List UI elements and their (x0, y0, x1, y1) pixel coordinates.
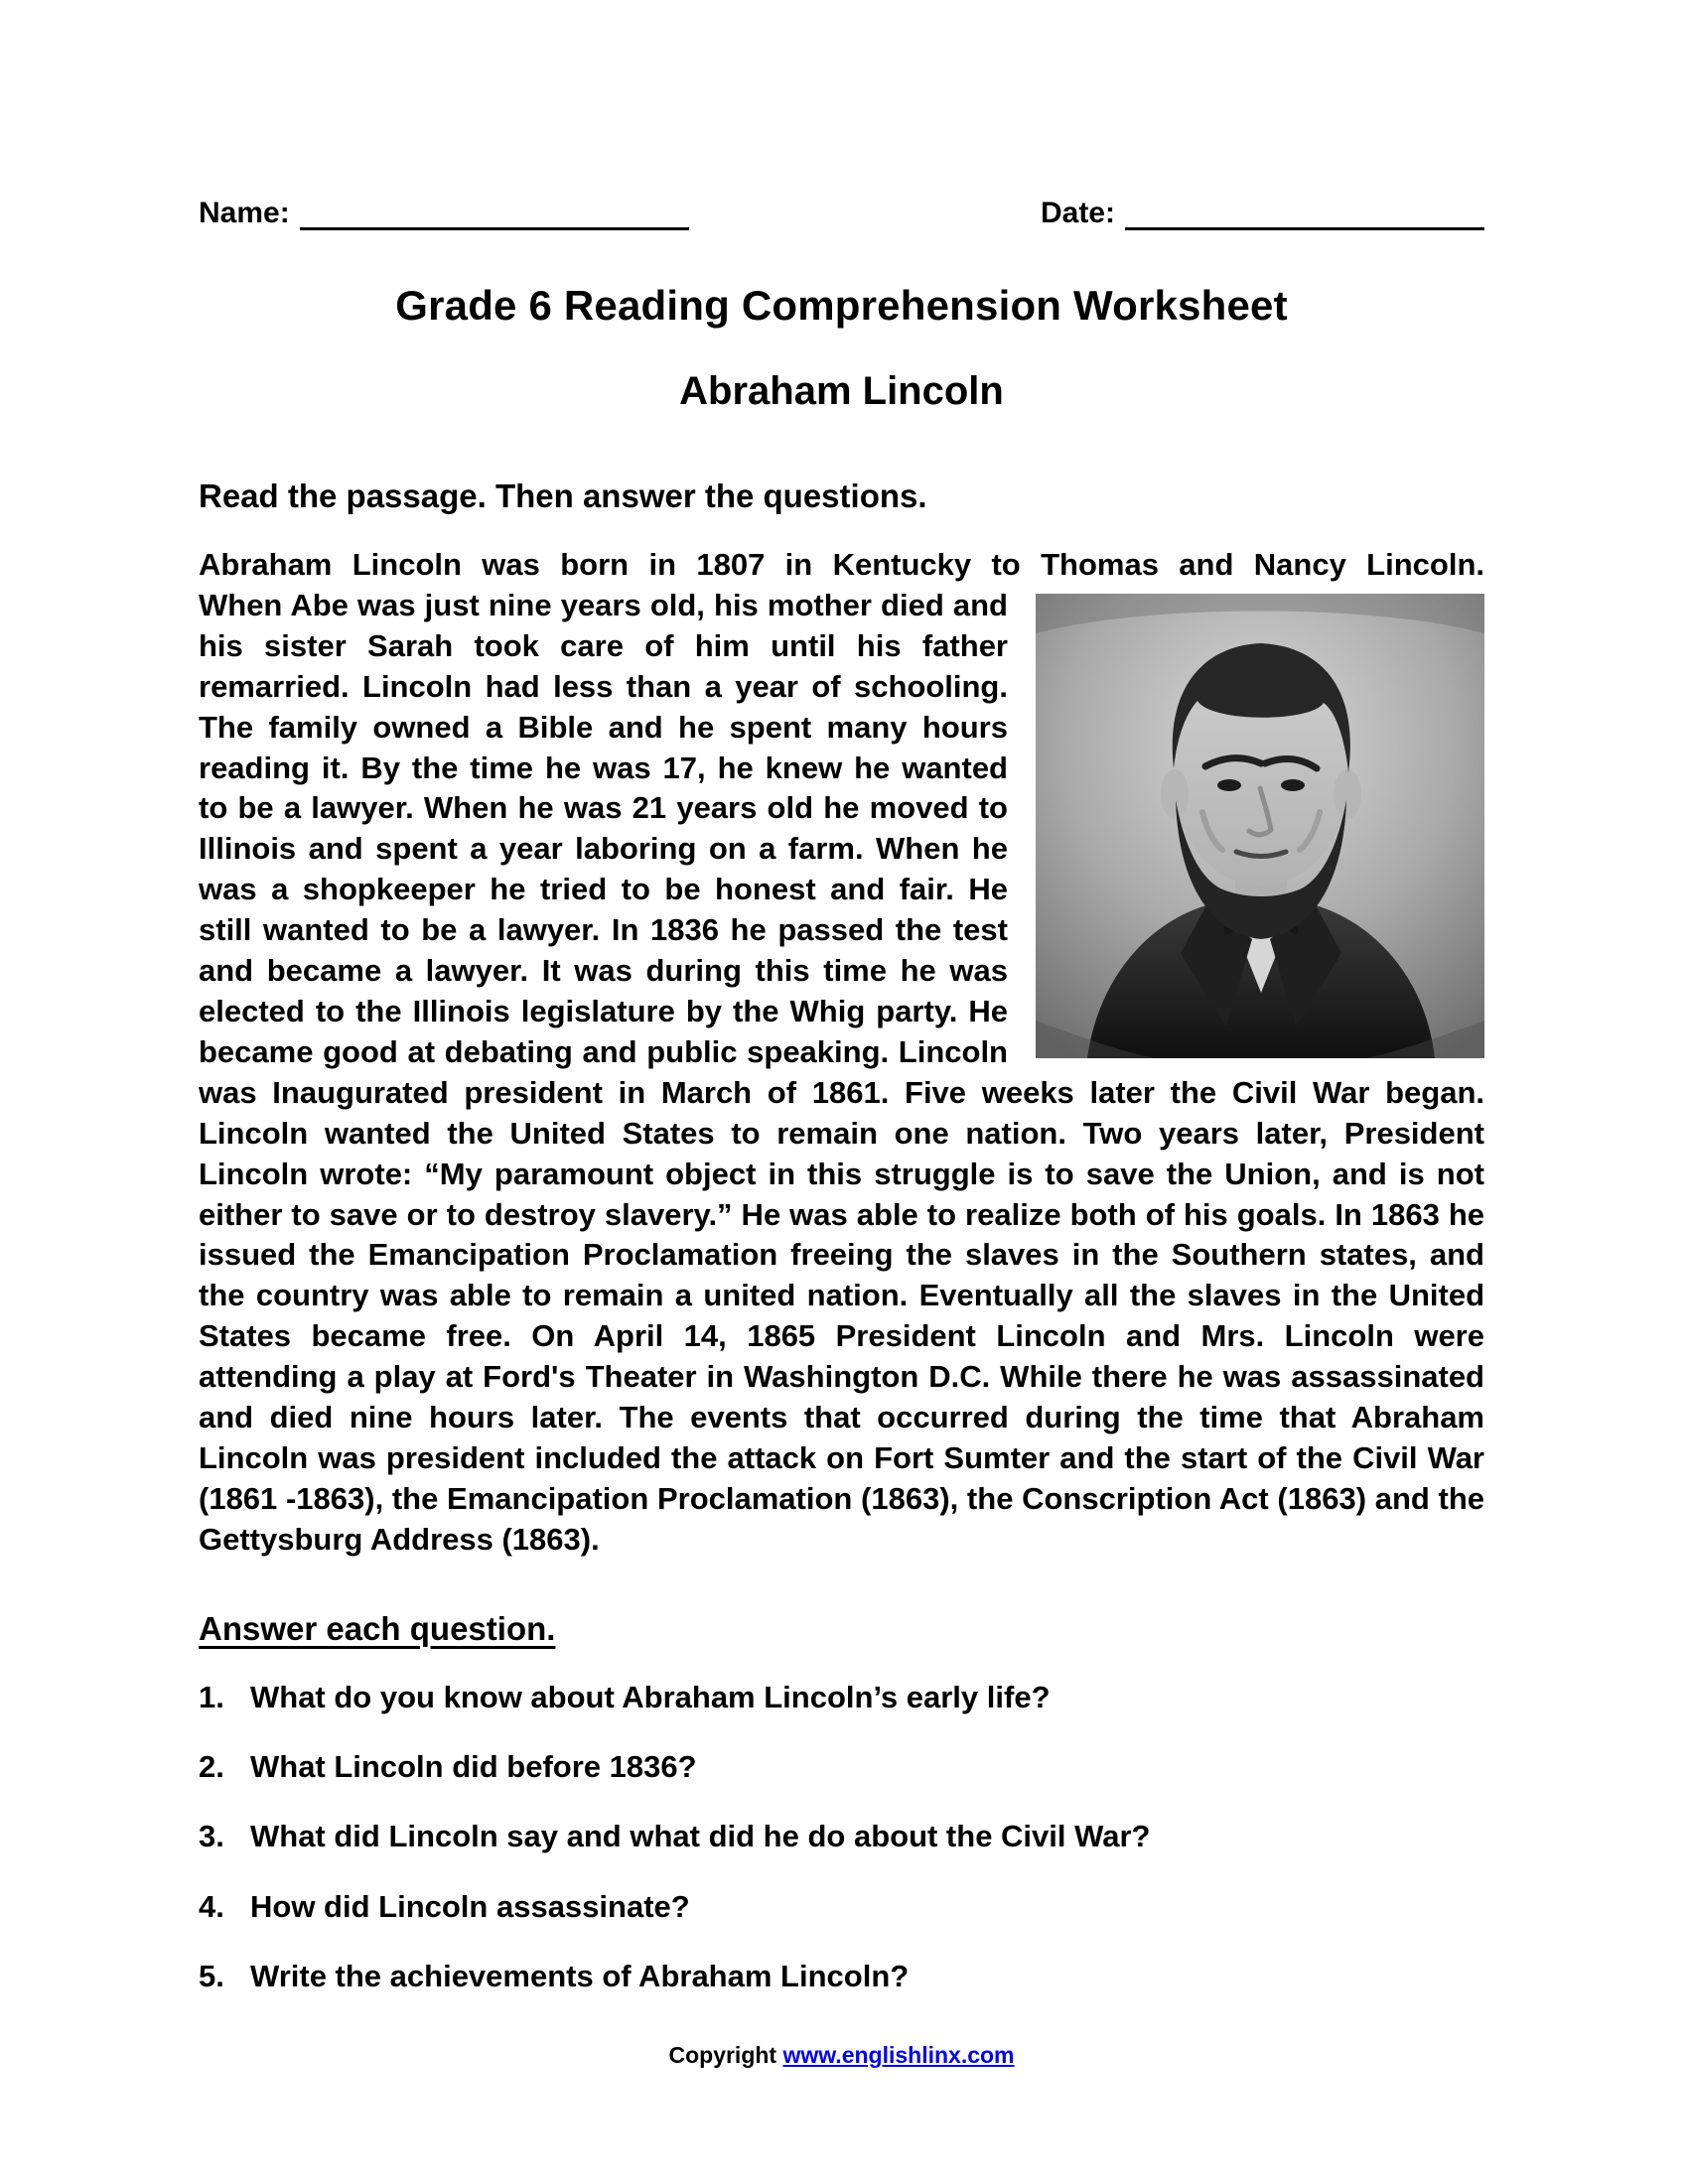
passage-body-text: When Abe was just nine years old, his mother died and his sister Sarah took care of him until his father remarried. Lincoln had less than a year of schooling. The family owned a Bible and he spent many hours reading it. By the time he was 17, he knew he wanted to be a lawyer. When he was 21 years old he moved to Illinois and spent a year laboring on a farm. When he was a shopkeeper he tried to be honest and fair. He still wanted to be a lawyer. In 1836 he passed the test and became a lawyer. It was during this time he was elected to the Illinois legislature by the Whig party. He became good at debating and public speaking. Lincoln was Inaugurated president in March of 1861. Five weeks later the Civil War began. Lincoln wanted the United States to remain one nation. Two years later, President Lincoln wrote: “My paramount object in this struggle is to save the Union, and is not either to save or to destroy slavery.” He was able to realize both of his goals. In 1863 he issued the Emancipation Proclamation freeing the slaves in the Southern states, and the country was able to remain a united nation. Eventually all the slaves in the United States became free. On April 14, 1865 President Lincoln and Mrs. Lincoln were attending a play at Ford's Theater in Washington D.C. While there he was assassinated and died nine hours later. The events that occurred during the time that Abraham Lincoln was president included the attack on Fort Sumter and the start of the Civil War (1861 -1863), the Emancipation Proclamation (1863), the Conscription Act (1863) and the Gettysburg Address (1863). (199, 587, 1484, 1557)
date-field-group (1041, 197, 1484, 230)
question-number: 5. (199, 1958, 224, 1993)
copyright-link[interactable]: www.englishlinx.com (782, 2042, 1015, 2069)
passage-body (199, 586, 1484, 1561)
question-number: 3. (199, 1819, 224, 1854)
abraham-lincoln-portrait (1036, 594, 1484, 1058)
lincoln-portrait-image (1036, 594, 1484, 1058)
date-blank-line (1125, 200, 1484, 231)
header-row (199, 197, 1484, 230)
copyright-label: Copyright (668, 2042, 777, 2069)
date-label: Date: (1040, 197, 1115, 229)
questions-heading: Answer each question. (199, 1609, 556, 1647)
passage-instruction: Read the passage. Then answer the questions. (199, 478, 927, 514)
passage-lead-sentence: Abraham Lincoln was born in 1807 in Kentucky to Thomas and Nancy Lincoln. (199, 547, 1484, 582)
question-item-4 (199, 1887, 1484, 1927)
question-text: How did Lincoln assassinate? (250, 1888, 690, 1924)
footer (199, 2042, 1484, 2069)
question-text: What Lincoln did before 1836? (250, 1748, 697, 1784)
question-item-3 (199, 1817, 1484, 1856)
question-text: Write the achievements of Abraham Lincoln? (250, 1958, 910, 1993)
worksheet-title: Grade 6 Reading Comprehension Worksheet (395, 282, 1288, 329)
name-blank-line (300, 200, 689, 231)
name-field-group (199, 197, 689, 230)
question-number: 1. (199, 1679, 224, 1714)
name-label: Name: (199, 197, 290, 229)
question-number: 2. (199, 1748, 224, 1784)
question-text: What do you know about Abraham Lincoln’s early life? (250, 1679, 1051, 1714)
question-item-5 (199, 1957, 1484, 1996)
question-text: What did Lincoln say and what did he do about the Civil War? (250, 1819, 1151, 1854)
worksheet-subtitle: Abraham Lincoln (679, 369, 1004, 413)
question-number: 4. (199, 1888, 224, 1924)
question-item-2 (199, 1747, 1484, 1787)
question-item-1 (199, 1678, 1484, 1717)
